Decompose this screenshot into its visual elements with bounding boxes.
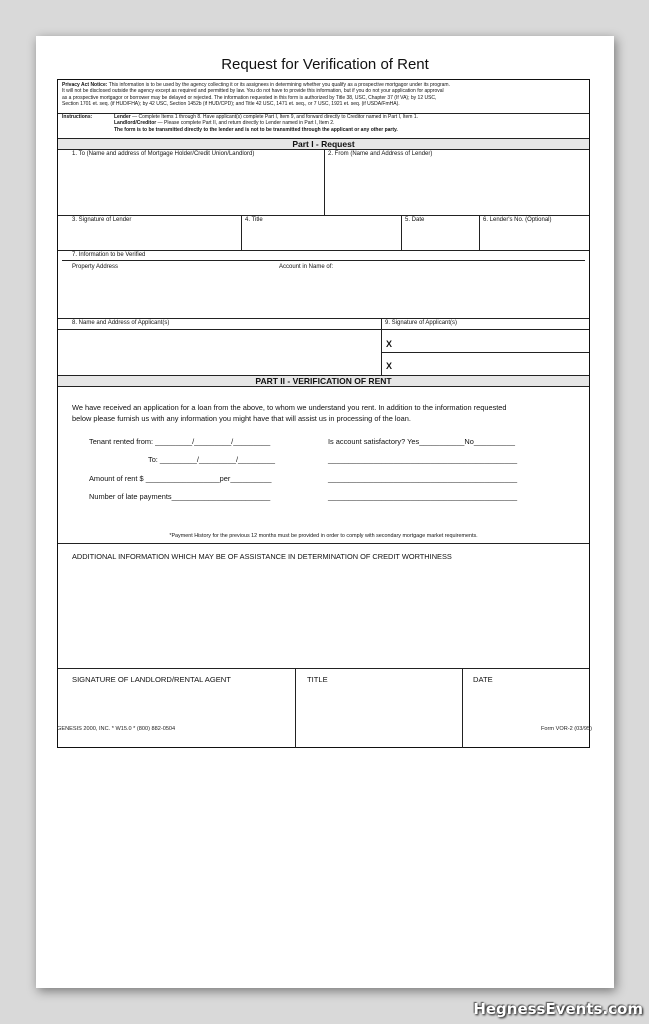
privacy-text-2: It will not be disclosed outside the agency except as required and permitted by law. You do not have to provide this information, but if you do not your application for approval	[62, 88, 444, 95]
instr-lender-text: — Complete Items 1 through 8. Have applicant(s) complete Part I, Item 9, and forward directly to Creditor named in Part I, Item 1.	[132, 114, 419, 120]
divider	[58, 250, 589, 251]
divider	[401, 215, 402, 250]
instr-landlord-text: — Please complete Part II, and return directly to Lender named in Part I, Item 2.	[157, 120, 335, 127]
instructions-label: Instructions:	[62, 114, 93, 120]
account-satisfactory-line: Is account satisfactory? Yes___________No__________	[328, 437, 515, 446]
footer-publisher: GENESIS 2000, INC. * W15.0 * (800) 882-0504	[57, 726, 176, 732]
divider	[462, 668, 463, 748]
privacy-text-4: Section 1701 et. seq. (if HUD/FHA); by 42 USC, Section 1452b (if HUD/CPD); and Title 42 USC, 1471 et. seq., or 7 USC, 1921 et. seq. (if USDA/FmHA).	[62, 100, 400, 107]
blank-line: ______________________________________________	[328, 492, 518, 501]
instructions	[114, 114, 588, 133]
privacy-label: Privacy Act Notice:	[62, 82, 108, 88]
account-name-label: Account in Name of:	[279, 264, 334, 270]
divider	[58, 668, 589, 669]
field-applicant-name-label: 8. Name and Address of Applicant(s)	[72, 320, 170, 326]
divider	[381, 318, 382, 375]
divider	[58, 329, 589, 330]
landlord-signature-label: SIGNATURE OF LANDLORD/RENTAL AGENT	[72, 675, 231, 684]
verification-intro	[72, 402, 582, 424]
privacy-text-1: This information is to be used by the agency collecting it or its assignees in determining whether you qualify as a prospective mortgagor under its program.	[108, 82, 450, 88]
form-frame	[57, 79, 590, 748]
rent-amount-line: Amount of rent $ __________________per__________	[89, 474, 272, 483]
signature-mark: X	[386, 361, 393, 371]
intro-line: We have received an application for a loan from the above, to whom we understand you rent. In addition to the information requested	[72, 403, 507, 412]
field-signature-lender-label: 3. Signature of Lender	[72, 217, 132, 223]
field-from-label: 2. From (Name and Address of Lender)	[328, 151, 433, 157]
divider	[58, 318, 589, 319]
field-title-label: 4. Title	[245, 217, 263, 223]
divider	[295, 668, 296, 748]
payment-history-note: *Payment History for the previous 12 months must be provided in order to comply with secondary mortgage market requirements.	[169, 533, 478, 539]
part1-header: Part I - Request	[58, 139, 589, 149]
divider	[324, 149, 325, 215]
blank-line: ______________________________________________	[328, 474, 518, 483]
field-info-verified-label: 7. Information to be Verified	[72, 252, 146, 258]
tenant-to-line: To: _________/_________/_________	[148, 455, 275, 464]
divider	[62, 260, 585, 261]
form-title: Request for Verification of Rent	[221, 56, 429, 73]
additional-info-label: ADDITIONAL INFORMATION WHICH MAY BE OF ASSISTANCE IN DETERMINATION OF CREDIT WORTHINESS	[72, 552, 452, 561]
watermark-text: HegnessEvents.com	[473, 1000, 643, 1018]
part2-header: PART II - VERIFICATION OF RENT	[58, 376, 589, 386]
property-address-label: Property Address	[72, 264, 119, 270]
landlord-date-label: DATE	[473, 675, 493, 684]
intro-line: below please furnish us with any information you might have that will assist us in processing of the loan.	[72, 414, 411, 423]
divider	[58, 386, 589, 387]
late-payments-line: Number of late payments________________________	[89, 492, 271, 501]
blank-line: ______________________________________________	[328, 455, 518, 464]
field-date-label: 5. Date	[405, 217, 425, 223]
field-to-label: 1. To (Name and address of Mortgage Holder/Credit Union/Landlord)	[72, 151, 255, 157]
divider	[58, 543, 589, 544]
divider	[479, 215, 480, 250]
field-lender-number-label: 6. Lender's No. (Optional)	[483, 217, 552, 223]
signature-mark: X	[386, 339, 393, 349]
tenant-from-line: Tenant rented from: _________/_________/_________	[89, 437, 271, 446]
instr-landlord-label: Landlord/Creditor	[114, 120, 157, 127]
footer-form-number: Form VOR-2 (03/95)	[541, 726, 592, 732]
instr-lender-label: Lender	[114, 114, 131, 120]
divider	[381, 352, 589, 353]
instr-note: The form is to be transmitted directly to the lender and is not to be transmitted through the applicant or any other party.	[114, 126, 398, 133]
privacy-text-3: as a prospective mortgagor or borrower may be delayed or rejected. The information requested in this form is authorized by Title 38, USC, Chapter 37 (If VA); by 12 USC,	[62, 94, 437, 101]
divider	[241, 215, 242, 250]
form-paper	[36, 36, 614, 988]
landlord-title-label: TITLE	[307, 675, 328, 684]
field-applicant-signature-label: 9. Signature of Applicant(s)	[385, 320, 458, 326]
divider	[58, 215, 589, 216]
privacy-notice	[62, 82, 588, 107]
